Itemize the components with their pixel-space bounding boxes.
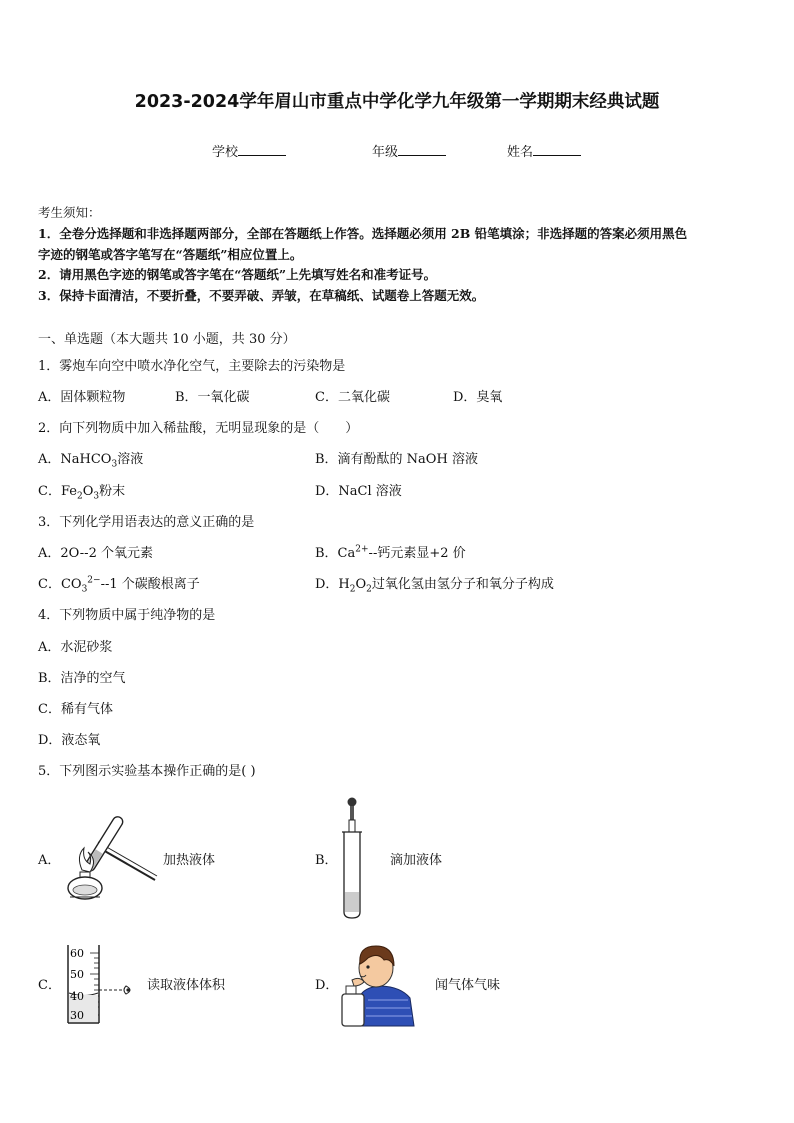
q5-option-b-caption: 滴加液体 — [390, 853, 443, 868]
school-field: 学校 — [212, 141, 286, 160]
name-field: 姓名 — [507, 141, 581, 160]
dropper-illustration — [340, 796, 364, 920]
q2-option-c: C．$Fe_2O_3$粉末 — [38, 484, 126, 502]
question-1-stem: 1．雾炮车向空中喷水净化空气，主要除去的污染物是 — [38, 359, 346, 374]
q5-option-c-caption: 读取液体体积 — [147, 978, 226, 993]
notice-heading: 考生须知： — [38, 205, 101, 220]
q1-option-b: B．一氧化碳 — [175, 390, 250, 405]
question-3-stem: 3．下列化学用语表达的意义正确的是 — [38, 515, 255, 530]
cylinder-tick-50: 50 — [70, 968, 84, 981]
q1-option-d: D．臭氧 — [453, 390, 503, 405]
q3-option-c: C．$CO_3^{2-}--1$ 个碳酸根离子 — [38, 575, 200, 595]
section-heading: 一、单选题（本大题共 10 小题，共 30 分） — [38, 332, 296, 347]
grade-blank — [398, 143, 446, 156]
grade-field: 年级 — [372, 141, 446, 160]
school-blank — [238, 143, 286, 156]
q2-option-a: A．NaHCO$_3$溶液 — [38, 452, 144, 470]
notice-line-2: 字迹的钢笔或答字笔写在“答题纸”相应位置上。 — [38, 247, 303, 262]
q5-option-d-letter: D． — [315, 978, 339, 993]
question-4-stem: 4．下列物质中属于纯净物的是 — [38, 608, 216, 623]
question-2-stem: 2．向下列物质中加入稀盐酸，无明显现象的是（ ） — [38, 421, 359, 436]
q5-option-d-caption: 闻气体气味 — [435, 978, 501, 993]
q3-option-a: A．2O--2 个氧元素 — [38, 546, 153, 561]
q5-option-c-letter: C． — [38, 978, 61, 993]
q2-option-b: B．滴有酚酞的 NaOH 溶液 — [315, 452, 478, 467]
notice-line-1: 1．全卷分选择题和非选择题两部分，全部在答题纸上作答。选择题必须用 2B 铅笔填涂；非选择题的答案必须用黑色 — [38, 226, 688, 241]
q1-option-c: C．二氧化碳 — [315, 390, 390, 405]
page-title: 2023-2024学年眉山市重点中学化学九年级第一学期期末经典试题 — [134, 92, 660, 112]
q4-option-b: B．洁净的空气 — [38, 671, 126, 686]
q4-option-a: A．水泥砂浆 — [38, 640, 113, 655]
q3-option-d: D．$H_2O_2$过氧化氢由氢分子和氧分子构成 — [315, 577, 554, 595]
cylinder-tick-40: 40 — [70, 990, 84, 1003]
q5-option-a-caption: 加热液体 — [163, 853, 216, 868]
q2-option-d: D．NaCl 溶液 — [315, 484, 402, 499]
q3-option-b: B．$Ca^{2+}--$钙元素显+2 价 — [315, 544, 466, 561]
q1-option-a: A．固体颗粒物 — [38, 390, 126, 405]
heating-liquid-illustration — [60, 812, 160, 912]
q5-option-b-letter: B． — [315, 853, 338, 868]
cylinder-tick-30: 30 — [70, 1009, 84, 1022]
notice-line-4: 3．保持卡面清洁，不要折叠，不要弄破、弄皱，在草稿纸、试题卷上答题无效。 — [38, 288, 485, 303]
smelling-gas-illustration — [338, 938, 418, 1028]
q4-option-d: D．液态氧 — [38, 733, 101, 748]
q5-option-a-letter: A． — [38, 853, 61, 868]
graduated-cylinder-illustration — [66, 943, 146, 1025]
question-5-stem: 5．下列图示实验基本操作正确的是( ) — [38, 764, 256, 779]
notice-line-3: 2．请用黑色字迹的钢笔或答字笔在“答题纸”上先填写姓名和准考证号。 — [38, 267, 437, 282]
q4-option-c: C．稀有气体 — [38, 702, 113, 717]
cylinder-tick-60: 60 — [70, 947, 84, 960]
name-blank — [533, 143, 581, 156]
